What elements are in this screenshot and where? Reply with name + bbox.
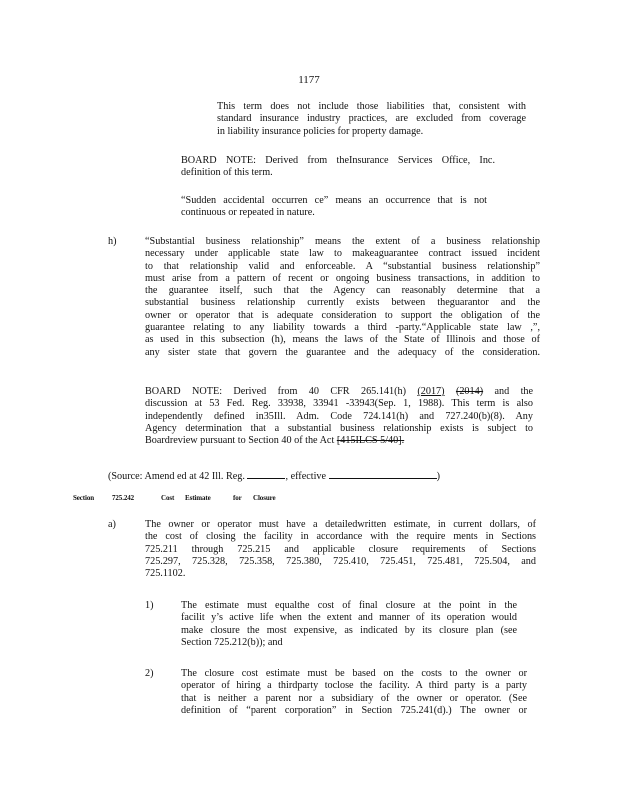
source-suffix: ) bbox=[436, 471, 440, 482]
text-line: Section 725.212(b)); and bbox=[181, 636, 283, 648]
deleted-text: [415ILCS 5/40] bbox=[336, 435, 402, 447]
text-line: This term does not include those liabilities that, consistent with bbox=[217, 101, 526, 112]
text-line: any sister state that govern the guarantee and the adequacy of the consideration. bbox=[145, 346, 540, 358]
text-line: 725.297, 725.328, 725.358, 725.380, 725.410, 725.451, 725.481, 725.504, and bbox=[145, 555, 536, 567]
text-line: 725.1102. bbox=[145, 568, 186, 580]
item-2-label: 2) bbox=[145, 668, 154, 679]
deleted-text: (2014) bbox=[455, 386, 484, 397]
text-line: facilit y’s active life when the extent and manner of its operation would bbox=[181, 612, 517, 624]
text-line bbox=[145, 386, 533, 398]
section-title-word: Closure bbox=[253, 494, 276, 502]
text-line: guarantee relating to any liability towards a third -party.“Applicable state law ,”, bbox=[145, 322, 540, 334]
section-title-word: Cost bbox=[161, 494, 175, 502]
text-line: “Substantial business relationship” means the extent of a business relationship bbox=[145, 236, 540, 247]
page-number: 1177 bbox=[298, 74, 320, 86]
item-1-paragraph bbox=[181, 600, 517, 649]
section-label: Section bbox=[73, 494, 95, 502]
blank-line bbox=[329, 469, 437, 479]
text-line: 725.211 through 725.215 and applicable closure requirements of Sections bbox=[145, 543, 536, 555]
text-line: continuous or repeated in nature. bbox=[181, 207, 315, 219]
closure-estimate-paragraph bbox=[145, 519, 536, 580]
source-prefix: (Source: Amend ed at 42 Ill. Reg. bbox=[108, 471, 245, 482]
text-line: independently defined in35Ill. Adm. Code 724.141(h) and 727.240(b)(8). Any bbox=[145, 410, 533, 422]
item-2-paragraph bbox=[181, 668, 527, 717]
subsection-h-label: h) bbox=[108, 236, 117, 247]
text-line: substantial business relationship currently exists between theguarantor and the bbox=[145, 297, 540, 309]
text-line: make closure the most expensive, as indicated by its closure plan (see bbox=[181, 624, 517, 636]
blank-line bbox=[247, 469, 285, 479]
inserted-text: (2017) bbox=[417, 386, 445, 397]
text-line: must arise from a pattern of recent or ongoing business transactions, in addition to bbox=[145, 272, 540, 284]
text-line: The estimate must equalthe cost of final closure at the point in the bbox=[181, 600, 517, 611]
text-line: standard insurance industry practices, are excluded from coverage bbox=[217, 113, 526, 125]
text-line bbox=[145, 435, 533, 447]
text-line: The closure cost estimate must be based on the costs to the owner or bbox=[181, 668, 527, 679]
text-line: the guarantee itself, such that the Agency can reasonably determine that a bbox=[145, 285, 540, 297]
text-segment: Boardreview pursuant to Section 40 of the Act bbox=[145, 435, 335, 447]
text-line: as used in this subsection (h), means the laws of the State of Illinois and those of bbox=[145, 334, 540, 346]
text-line: necessary under applicable state law to makeaguarantee contract issued incident bbox=[145, 248, 540, 260]
subsection-a-label: a) bbox=[108, 519, 116, 530]
text-line: owner or operator that is adequate consideration to support the obligation of the bbox=[145, 309, 540, 321]
source-mid: , effective bbox=[285, 471, 327, 482]
source-note bbox=[108, 469, 528, 483]
section-title-word: Estimate bbox=[185, 494, 211, 502]
text-line bbox=[108, 469, 528, 483]
text-line: BOARD NOTE: Derived from theInsurance Services Office, Inc. bbox=[181, 155, 495, 166]
board-note-cfr bbox=[145, 386, 533, 447]
substantial-business-relationship-definition bbox=[145, 236, 540, 359]
text-line: discussion at 53 Fed. Reg. 33938, 33941 -33943(Sep. 1, 1988). This term is also bbox=[145, 398, 533, 410]
text-line: “Sudden accidental occurren ce” means an occurrence that is not bbox=[181, 195, 487, 206]
text-line: that is neither a parent nor a subsidiary of the owner or operator. (See bbox=[181, 692, 527, 704]
text-line: the cost of closing the facility in accordance with the require ments in Sections bbox=[145, 531, 536, 543]
text-segment: and the bbox=[494, 386, 534, 397]
section-title-word: for bbox=[233, 494, 242, 502]
text-line: in liability insurance policies for property damage. bbox=[217, 125, 424, 137]
board-note-insurance bbox=[181, 155, 495, 180]
text-line: definition of this term. bbox=[181, 167, 273, 179]
text-segment: . bbox=[401, 435, 405, 447]
text-line: Agency determination that a substantial business relationship exists is subject to bbox=[145, 422, 533, 434]
text-line: The owner or operator must have a detailedwritten estimate, in current dollars, of bbox=[145, 519, 536, 530]
liability-exclusion-paragraph bbox=[217, 101, 526, 138]
text-line: to that relationship valid and enforceable. A “substantial business relationship” bbox=[145, 260, 540, 272]
item-1-label: 1) bbox=[145, 600, 154, 611]
text-line: operator of hiring a thirdparty toclose the facility. A third party is a party bbox=[181, 680, 527, 692]
text-line: definition of “parent corporation” in Section 725.241(d).) The owner or bbox=[181, 704, 527, 716]
section-number: 725.242 bbox=[112, 494, 135, 502]
sudden-accidental-definition bbox=[181, 195, 487, 220]
text-segment: BOARD NOTE: Derived from 40 CFR 265.141(h) bbox=[145, 386, 406, 397]
